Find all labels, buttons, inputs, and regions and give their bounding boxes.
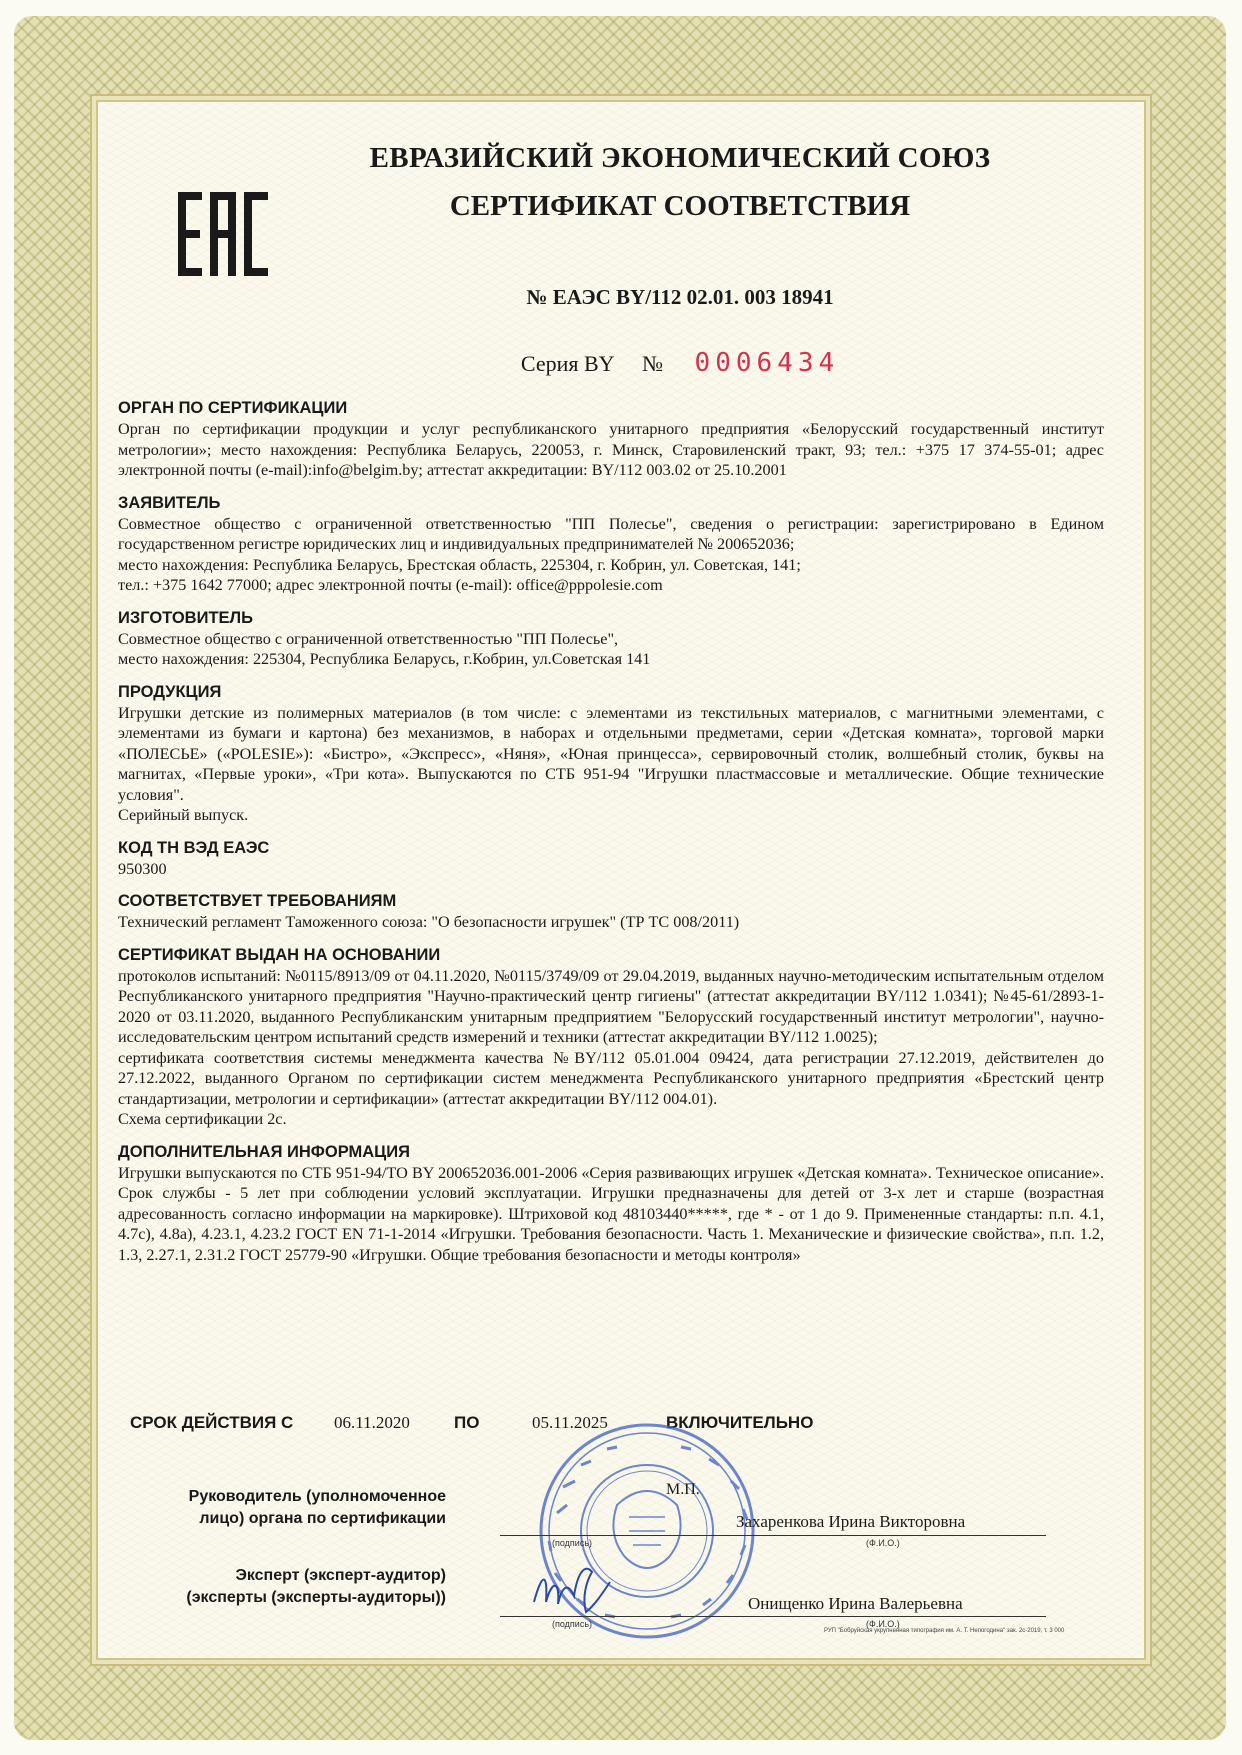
validity-to: 05.11.2025 — [532, 1413, 608, 1432]
section-title: СООТВЕТСТВУЕТ ТРЕБОВАНИЯМ — [118, 892, 397, 910]
document-title: СЕРТИФИКАТ СООТВЕТСТВИЯ — [449, 190, 911, 222]
certificate-body — [118, 398, 1104, 1277]
section-manufacturer — [118, 608, 1104, 670]
validity-from: 06.11.2020 — [334, 1413, 410, 1432]
expert-signature-line — [500, 1616, 1046, 1617]
sign-caption: (подпись) — [552, 1619, 593, 1629]
section-title: ДОПОЛНИТЕЛЬНАЯ ИНФОРМАЦИЯ — [118, 1142, 410, 1161]
section-text: 950300 — [118, 859, 167, 878]
basis-scheme: Схема сертификации 2с. — [118, 1110, 287, 1128]
printer-note: РУП "Бобруйская укрупненная типография им. А. Т. Непогодина" зак. 2с-2019, т. 3 000 — [824, 1628, 1065, 1634]
head-signature-line — [500, 1535, 1046, 1536]
section-basis — [118, 945, 1104, 1130]
section-additional — [118, 1142, 1104, 1266]
sign-caption: (подпись) — [552, 1538, 593, 1548]
basis-qms-certificate: сертификата соответствия системы менеджмента качества №BY/112 05.01.004 09424, дата регистрации 27.12.2019, действителен до 27.12.2022, выданного Органом по сертификации систем менеджмента Республиканского унитарного предприятия «Брестский центр стандартизации, метрологии и сертификации» (аттестат аккредитации BY/112 004.01). — [118, 1048, 1104, 1108]
head-full-name: Захаренкова Ирина Викторовна — [736, 1512, 966, 1531]
section-product — [118, 682, 1104, 826]
head-label-line1: Руководитель (уполномоченное — [188, 1488, 446, 1505]
section-text: Орган по сертификации продукции и услуг республиканского унитарного предприятия «Белорусский государственный институт метрологии»; место нахождения: Республика Беларусь, 220053, г. Минск, Старовиленский тракт, 93; тел.: +375 17 374-55-01; адрес электронной почты (e-mail):info@belgim.by; аттестат аккредитации: BY/112 003.02 от 25.10.2001 — [118, 420, 1104, 479]
section-title: ПРОДУКЦИЯ — [118, 682, 222, 701]
manufacturer-address: место нахождения: 225304, Республика Беларусь, г.Кобрин, ул.Советская 141 — [118, 650, 651, 668]
section-title: ИЗГОТОВИТЕЛЬ — [118, 608, 253, 627]
section-text: Технический регламент Таможенного союза: "О безопасности игрушек" (ТР ТС 008/2011) — [118, 913, 740, 931]
applicant-contacts: тел.: +375 1642 77000; адрес электронной почты (e-mail): office@pppolesie.com — [118, 576, 663, 594]
head-label-line2: лицо) органа по сертификации — [199, 1510, 446, 1527]
eac-mark-icon — [178, 192, 268, 276]
fio-caption: (Ф.И.О.) — [866, 1538, 900, 1548]
section-title: КОД ТН ВЭД ЕАЭС — [118, 838, 270, 857]
number-sign: № — [642, 351, 664, 376]
certificate-number: № ЕАЭС BY/112 02.01. 003 18941 — [526, 285, 834, 309]
section-text: Игрушки выпускаются по СТБ 951-94/ТО BY 200652036.001-2006 «Серия развивающих игрушек «Детская комната». Техническое описание». Срок службы - 5 лет при соблюдении условий эксплуатации. Игрушки предназначены для детей от 3-х лет и старше (возрастная адресованность согласно информации на маркировке). Штриховой код 48103440*****, где * - от 1 до 9. Примененные стандарты: п.п. 4.1, 4.7с), 4.8а), 4.23.1, 4.23.2 ГОСТ EN 71-1-2014 «Игрушки. Требования безопасности. Часть 1. Механические и физические свойства», п.п. 1.2, 1.3, 2.27.1, 2.31.2 ГОСТ 25779-90 «Игрушки. Общие требования безопасности и методы контроля» — [118, 1163, 1104, 1264]
section-text: Совместное общество с ограниченной ответственностью "ПП Полесье", сведения о регистрации: зарегистрировано в Едином государственном регистре юридических лиц и индивидуальных предпринимателей № 200652036; — [118, 514, 1104, 553]
validity-label: СРОК ДЕЙСТВИЯ С — [130, 1413, 294, 1432]
series-number: 0006434 — [694, 348, 840, 378]
head-signatory-label — [150, 1486, 446, 1530]
fio-caption: (Ф.И.О.) — [866, 1619, 900, 1629]
section-text: протоколов испытаний: №0115/8913/09 от 04.11.2020, №0115/3749/09 от 29.04.2019, выданных научно-методическим испытательным отделом Республиканского унитарного предприятия "Научно-практический центр гигиены" (аттестат аккредитации BY/112 1.0341); №45-61/2893-1-2020 от 03.11.2020, выданного Республиканским унитарным предприятием "Белорусский государственный институт метрологии", научно-исследовательским центром испытаний средств измерений и техники (аттестат аккредитации BY/112 1.0025); — [118, 966, 1104, 1046]
series-line — [300, 348, 1060, 378]
validity-to-label: ПО — [454, 1413, 480, 1432]
expert-signature-icon — [528, 1560, 618, 1620]
section-title: ОРГАН ПО СЕРТИФИКАЦИИ — [118, 399, 348, 417]
section-text: Игрушки детские из полимерных материалов (в том числе: с элементами из текстильных материалов, с магнитными элементами, с элементами из бумаги и картона) без механизмов, в наборах и отдельными предметами, серии «Детская комната», торговой марки «ПОЛЕСЬЕ» («POLESIE»): «Бистро», «Экспресс», «Няня», «Юная принцесса», сервировочный столик, волшебный столик, буквы на магнитах, «Первые уроки», «Три кота». Выпускаются по СТБ 951-94 "Игрушки пластмассовые и металлические. Общие технические условия". — [118, 703, 1104, 804]
expert-signatory-label — [150, 1565, 446, 1609]
applicant-address: место нахождения: Республика Беларусь, Брестская область, 225304, г. Кобрин, ул. Советская, 141; — [118, 555, 801, 574]
section-title: ЗАЯВИТЕЛЬ — [118, 493, 221, 512]
expert-full-name: Онищенко Ирина Валерьевна — [748, 1594, 963, 1613]
section-title: СЕРТИФИКАТ ВЫДАН НА ОСНОВАНИИ — [118, 945, 441, 964]
section-certification-body — [118, 398, 1104, 481]
product-release: Серийный выпуск. — [118, 806, 249, 824]
section-requirements — [118, 891, 1104, 933]
series-label: Серия BY — [520, 351, 615, 376]
section-applicant — [118, 493, 1104, 596]
section-code — [118, 838, 1104, 880]
stamp-place-mark: М.П. — [666, 1481, 700, 1498]
validity-inclusive: ВКЛЮЧИТЕЛЬНО — [666, 1413, 814, 1432]
section-text: Совместное общество с ограниченной ответственностью "ПП Полесье", — [118, 629, 619, 648]
expert-label-line1: Эксперт (эксперт-аудитор) — [235, 1567, 446, 1584]
union-title: ЕВРАЗИЙСКИЙ ЭКОНОМИЧЕСКИЙ СОЮЗ — [369, 142, 991, 174]
expert-label-line2: (эксперты (эксперты-аудиторы)) — [186, 1589, 446, 1606]
